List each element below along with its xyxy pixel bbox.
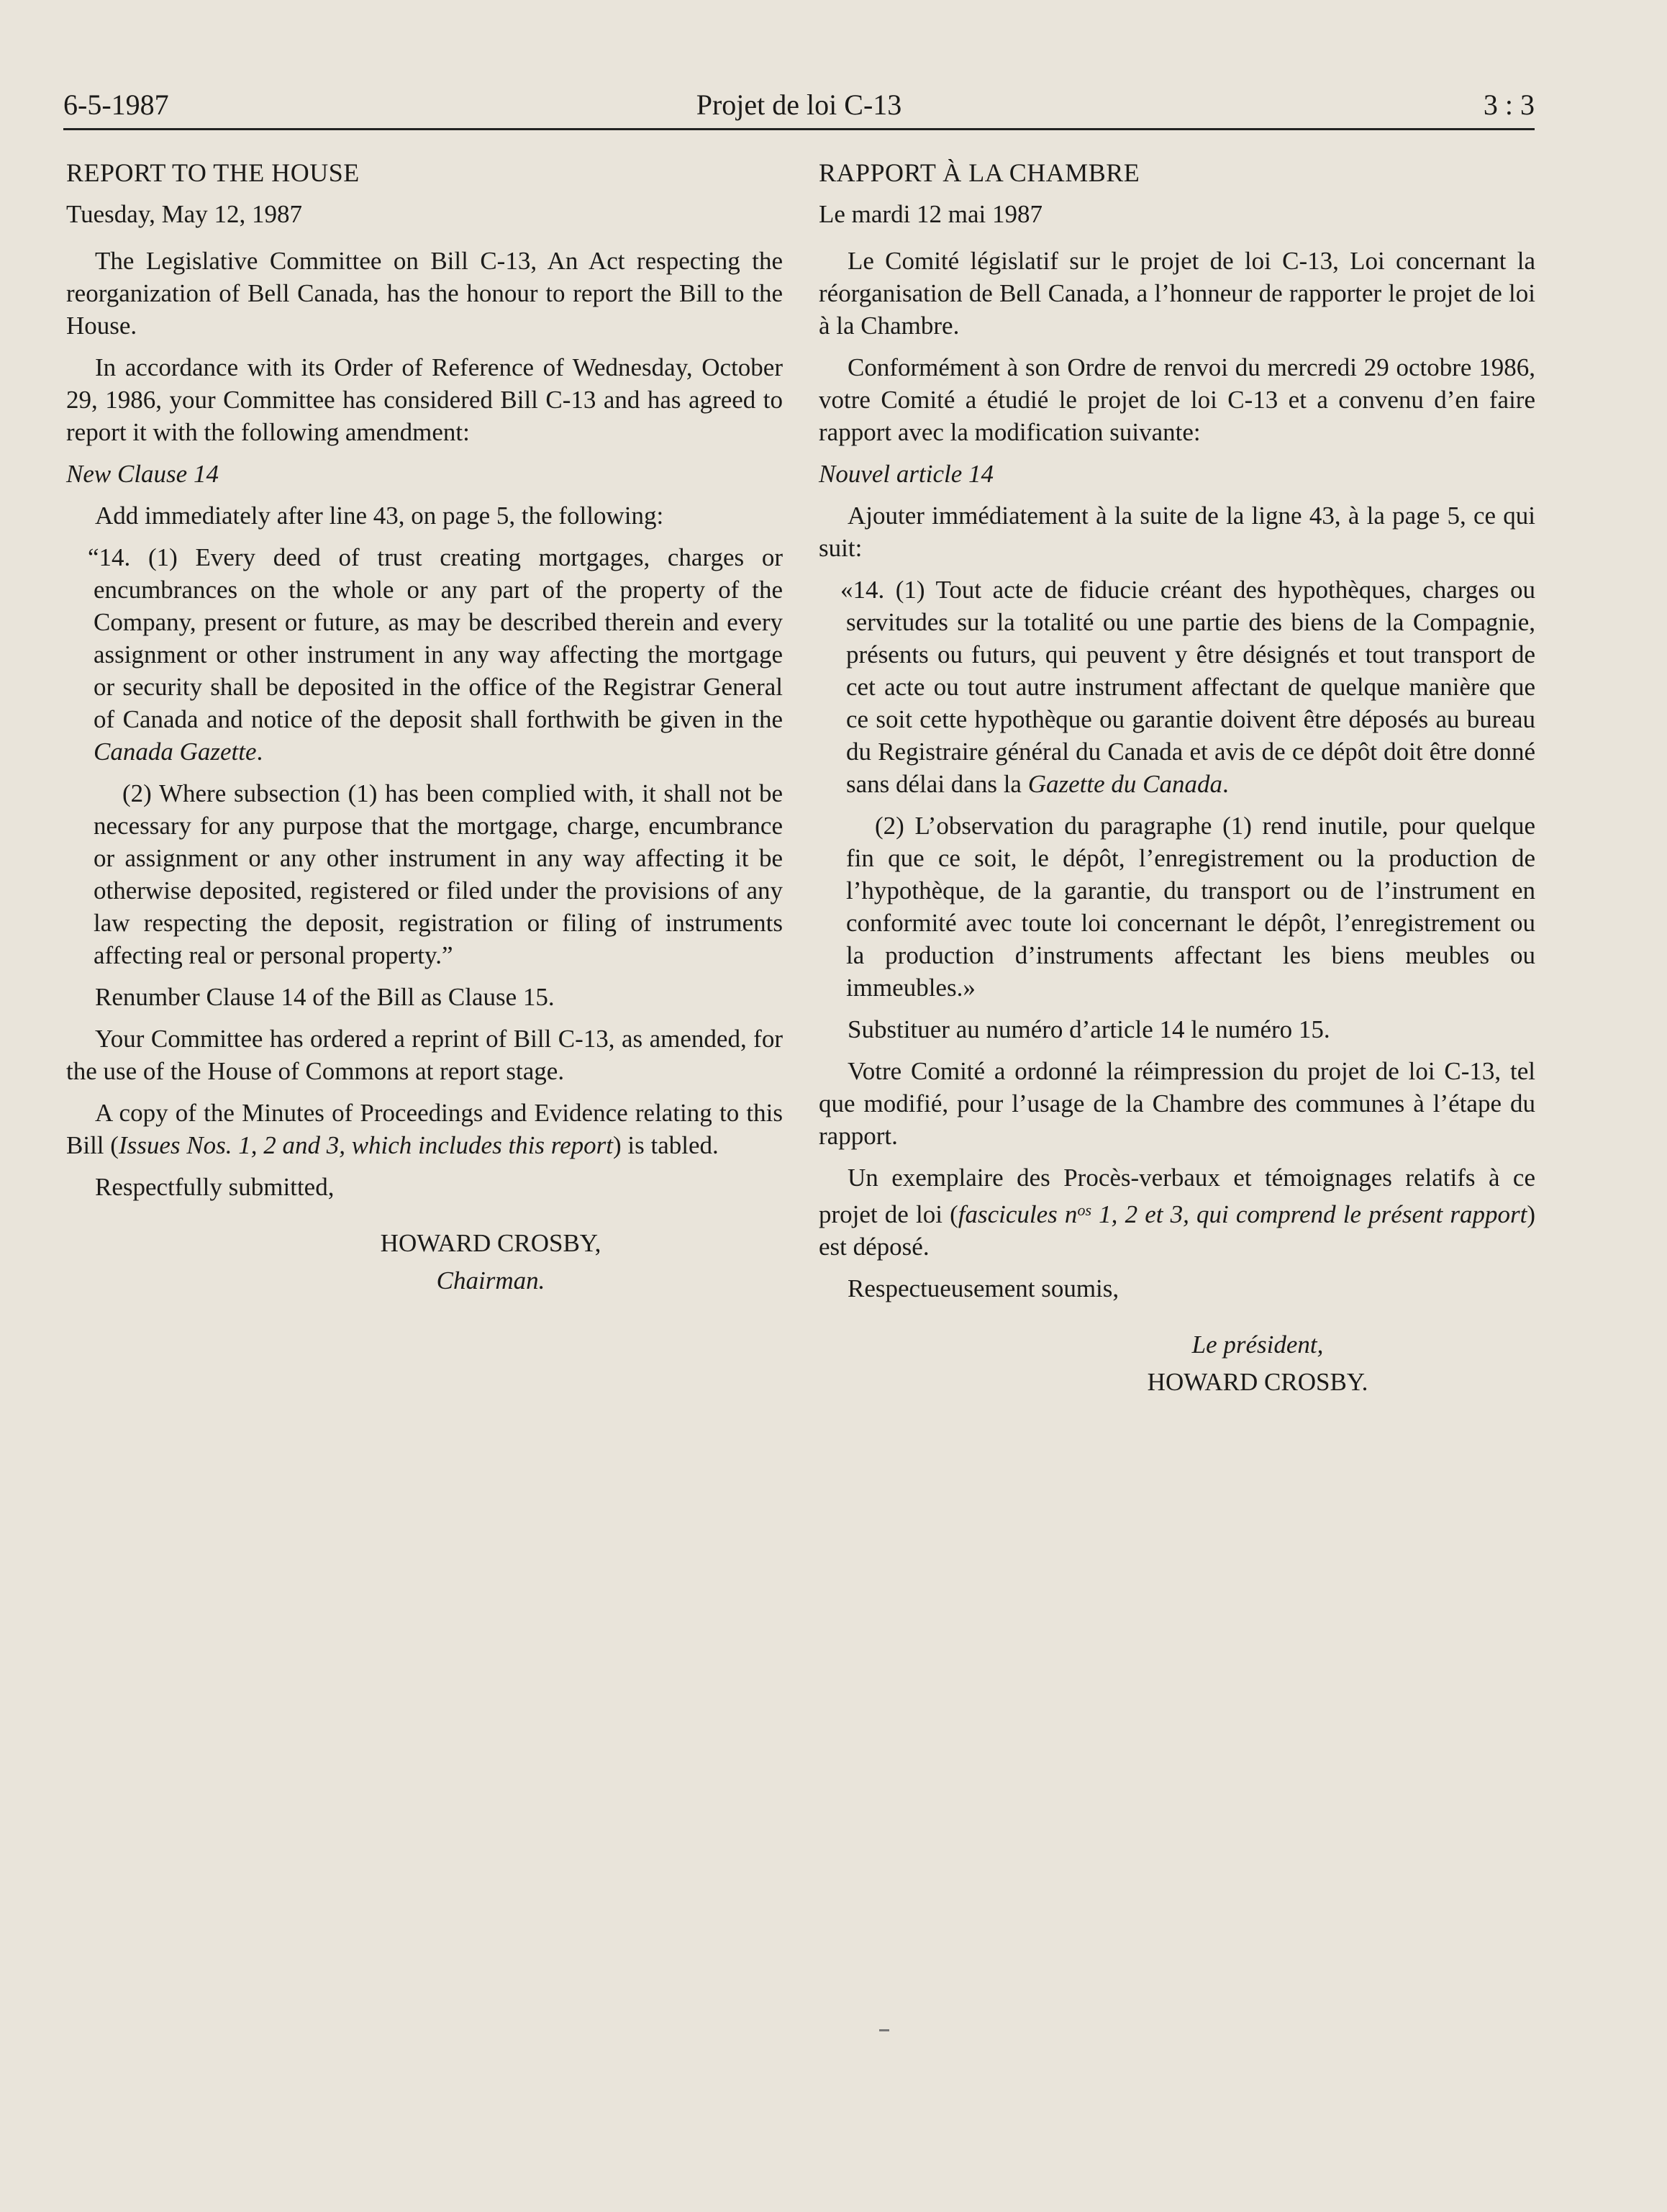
rapport-heading: RAPPORT À LA CHAMBRE	[819, 158, 1140, 187]
amendment-subsection-1-text: “14. (1) Every deed of trust creating mortgages, charges or encumbrances on the whole or any part of the property of the Company, present or future, as may be described therein and every assignment or other instrument in any way affecting the mortgage or security shall be deposited in the office of the Registrar General of Canada and notice of the deposit shall forthwith be given in the	[88, 543, 783, 733]
paragraphe-intro: Le Comité législatif sur le projet de loi C-13, Loi concernant la réorganisation de Bell Canada, a l’honneur de rapporter le projet de loi à la Chambre.	[819, 247, 1535, 340]
amendment-subsection-2: (2) Where subsection (1) has been complied with, it shall not be necessary for any purpose that the mortgage, charge, encumbrance or assignment or any other instrument in any way affecting it be otherwise deposited, registered or filed under the provisions of any law respecting the deposit, registration or filing of instruments affecting real or personal property.”	[94, 779, 783, 969]
paragraph-renumber: Renumber Clause 14 of the Bill as Clause 15.	[95, 983, 555, 1011]
french-column	[819, 157, 1535, 1401]
rapport-date: Le mardi 12 mai 1987	[819, 200, 1043, 228]
signature-nom: HOWARD CROSBY.	[1147, 1368, 1368, 1396]
paragraphe-ordre-de-renvoi: Conformément à son Ordre de renvoi du mercredi 29 octobre 1986, votre Comité a étudié le projet de loi C-13 et a convenu d’en faire rapport avec la modification suivante:	[819, 353, 1535, 446]
signature-titre: Le président,	[1191, 1331, 1324, 1359]
report-heading: REPORT TO THE HOUSE	[66, 158, 360, 187]
paragraph-minutes-end: ) is tabled.	[612, 1131, 719, 1159]
paragraphe-reimpression: Votre Comité a ordonné la réimpression du projet de loi C-13, tel que modifié, pour l’usage de la Chambre des communes à l’étape du rapport.	[819, 1057, 1535, 1150]
amendment-subsection-1	[88, 541, 783, 768]
modification-paragraphe-2: (2) L’observation du paragraphe (1) rend inutile, pour quelque fin que ce soit, le dépôt, l’enregistrement ou la production de l’hypothèque, de la garantie, du transport ou de l’instrument en conformité avec toute loi concernant le dépôt, l’enregistrement ou la production d’instruments affectant les biens meubles ou immeubles.»	[846, 812, 1535, 1002]
modification-paragraphe-1-end: .	[1222, 770, 1229, 798]
paragraph-add-instruction: Add immediately after line 43, on page 5, the following:	[95, 502, 664, 530]
nouvel-article-heading: Nouvel article 14	[819, 460, 994, 488]
signature-name: HOWARD CROSBY,	[380, 1229, 601, 1257]
header-page-number: 3 : 3	[1483, 89, 1535, 121]
modification-paragraphe-1-text: «14. (1) Tout acte de fiducie créant des hypothèques, charges ou servitudes sur la totalité ou une partie des biens de la Compagnie, présents ou futurs, qui peuvent y être désignés et tout transport de cet acte ou tout autre instrument affectant de quelque manière que ce soit cette hypothèque ou garantie doivent être déposés au bureau du Registraire général du Canada et avis de ce dépôt doit être donné sans délai dans la	[840, 576, 1535, 798]
modification-paragraphe-1	[840, 574, 1535, 800]
signature-block	[304, 1225, 678, 1300]
closing: Respectfully submitted,	[95, 1173, 335, 1201]
paragraph-intro: The Legislative Committee on Bill C-13, An Act respecting the reorganization of Bell Canada, has the honour to report the Bill to the House.	[66, 247, 783, 340]
paragraph-minutes	[66, 1097, 783, 1161]
header-title: Projet de loi C-13	[696, 89, 902, 121]
paragraphe-substituer: Substituer au numéro d’article 14 le numéro 15.	[848, 1015, 1330, 1043]
issues-reference: Issues Nos. 1, 2 and 3, which includes this report	[118, 1131, 613, 1159]
paragraphe-proces-verbaux	[819, 1161, 1535, 1263]
english-column	[66, 157, 783, 1300]
paragraph-reprint: Your Committee has ordered a reprint of Bill C-13, as amended, for the use of the House of Commons at report stage.	[66, 1025, 783, 1085]
fascicules-numbers: 1, 2 et 3, qui comprend le présent rapport	[1091, 1200, 1527, 1228]
page-header	[63, 85, 1535, 130]
bloc-signature	[1078, 1326, 1437, 1401]
report-date: Tuesday, May 12, 1987	[66, 200, 302, 228]
paragraph-order-of-reference: In accordance with its Order of Reference of Wednesday, October 29, 1986, your Committee has considered Bill C-13 and has agreed to report it with the following amendment:	[66, 353, 783, 446]
fascicules-superscript: os	[1077, 1201, 1091, 1219]
canada-gazette: Canada Gazette	[94, 738, 257, 766]
page-mark	[879, 2029, 889, 2031]
paragraphe-proces-verbaux-end: ) est déposé.	[819, 1200, 1535, 1261]
amendment-subsection-1-end: .	[256, 738, 263, 766]
paragraph-minutes-text: A copy of the Minutes of Proceedings and Evidence relating to this Bill (	[66, 1099, 783, 1159]
formule-de-cloture: Respectueusement soumis,	[848, 1274, 1119, 1302]
paragraphe-proces-verbaux-text: Un exemplaire des Procès-verbaux et témoignages relatifs à ce projet de loi (	[819, 1164, 1535, 1228]
gazette-du-canada: Gazette du Canada	[1027, 770, 1222, 798]
paragraphe-ajouter: Ajouter immédiatement à la suite de la ligne 43, à la page 5, ce qui suit:	[819, 502, 1535, 562]
header-date: 6-5-1987	[63, 89, 169, 121]
signature-title: Chairman.	[436, 1266, 545, 1295]
fascicules-label: fascicules n	[958, 1200, 1078, 1228]
new-clause-heading: New Clause 14	[66, 460, 219, 488]
